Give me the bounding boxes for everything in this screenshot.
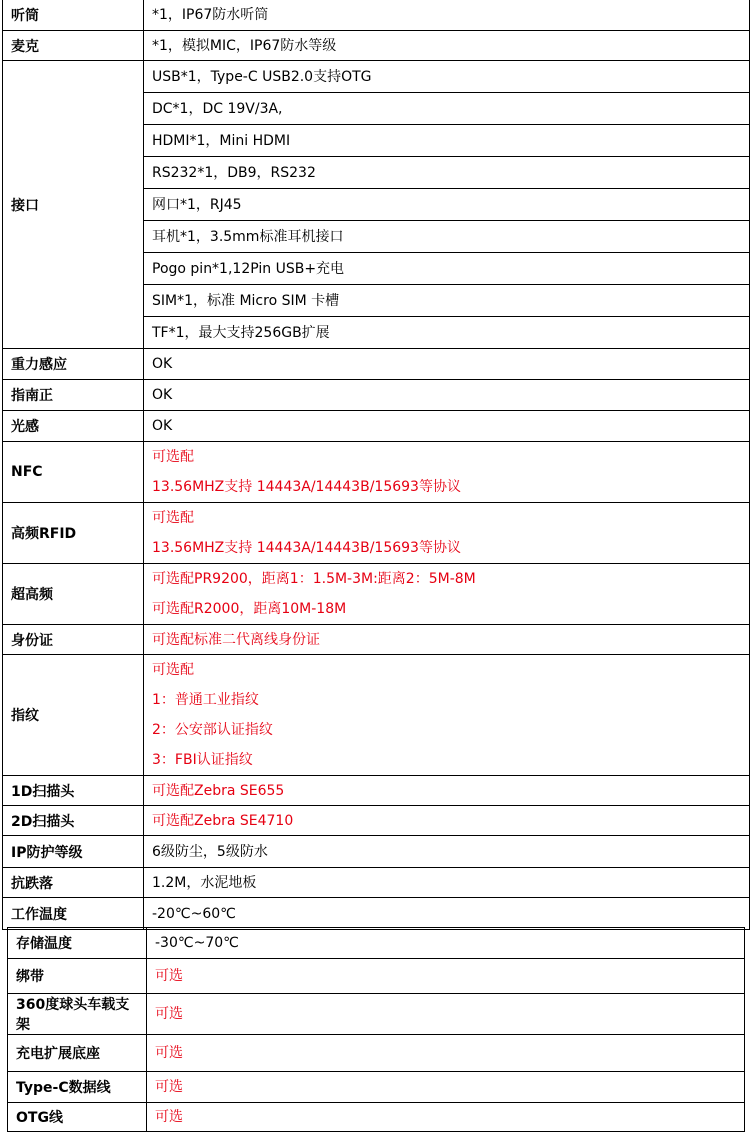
accessory-value: 可选 (147, 1035, 745, 1072)
spec-value-line: 6级防尘，5级防水 (152, 843, 268, 860)
spec-value-line: 3：FBI认证指纹 (152, 752, 253, 768)
spec-value-line: 网口*1，RJ45 (144, 189, 749, 221)
spec-value-line: 可选配Zebra SE655 (152, 782, 285, 799)
spec-label: 高频RFID (3, 503, 144, 564)
table-row (3, 776, 750, 806)
accessory-table (7, 927, 745, 1132)
spec-value-line: 1.2M，水泥地板 (152, 874, 257, 891)
spec-label: IP防护等级 (3, 836, 144, 868)
table-row (3, 868, 750, 898)
table-row (3, 564, 750, 625)
spec-value-line: OK (152, 387, 173, 403)
spec-label: 重力感应 (3, 349, 144, 380)
accessory-value: 可选 (147, 1072, 745, 1103)
spec-value-line: 1：普通工业指纹 (152, 692, 259, 708)
accessory-value: 可选 (147, 1103, 745, 1132)
accessory-label: Type-C数据线 (8, 1072, 147, 1103)
table-row (3, 898, 750, 930)
spec-value-line: USB*1，Type-C USB2.0支持OTG (144, 61, 749, 93)
spec-value-line: DC*1，DC 19V/3A, (144, 93, 749, 125)
spec-label: 超高频 (3, 564, 144, 625)
spec-label: 2D扫描头 (3, 806, 144, 836)
spec-value-line: OK (152, 418, 173, 434)
spec-label: 指纹 (3, 655, 144, 776)
spec-value (144, 349, 750, 380)
spec-value (144, 868, 750, 898)
spec-value (144, 380, 750, 411)
spec-value (144, 31, 750, 61)
table-row (8, 1072, 745, 1103)
spec-value-line: SIM*1，标准 Micro SIM 卡槽 (144, 285, 749, 317)
spec-value-line: 13.56MHZ支持 14443A/14443B/15693等协议 (152, 479, 461, 495)
spec-value-line: 可选配 (152, 662, 194, 678)
spec-value-line: Pogo pin*1,12Pin USB+充电 (144, 253, 749, 285)
spec-table (2, 0, 750, 930)
spec-value-line: 可选配 (152, 510, 194, 526)
spec-label: 指南正 (3, 380, 144, 411)
spec-value (144, 625, 750, 655)
accessory-label: 360度球头车载支架 (8, 994, 147, 1035)
spec-label: 身份证 (3, 625, 144, 655)
spec-value (144, 806, 750, 836)
spec-value (144, 61, 750, 349)
spec-label: 接口 (3, 61, 144, 349)
spec-label: 麦克 (3, 31, 144, 61)
table-row (3, 442, 750, 503)
spec-label: 工作温度 (3, 898, 144, 930)
table-row (3, 806, 750, 836)
spec-value-line: 耳机*1，3.5mm标准耳机接口 (144, 221, 749, 253)
table-row (3, 31, 750, 61)
accessory-label: 存储温度 (8, 928, 147, 959)
accessory-label: OTG线 (8, 1103, 147, 1132)
spec-label: NFC (3, 442, 144, 503)
spec-value-line: TF*1，最大支持256GB扩展 (152, 324, 330, 341)
table-row (8, 959, 745, 994)
spec-value-line: *1，IP67防水听筒 (152, 6, 269, 23)
spec-label: 光感 (3, 411, 144, 442)
spec-value-line: *1，模拟MIC，IP67防水等级 (152, 37, 337, 54)
table-row (3, 411, 750, 442)
table-row (3, 349, 750, 380)
table-row (8, 994, 745, 1035)
spec-value-line: -20℃~60℃ (152, 905, 236, 922)
spec-label: 1D扫描头 (3, 776, 144, 806)
accessory-value: -30℃~70℃ (147, 928, 745, 959)
table-row (3, 0, 750, 31)
table-row (3, 503, 750, 564)
table-row (3, 61, 750, 349)
spec-value (144, 0, 750, 31)
table-row (8, 1103, 745, 1132)
spec-value (144, 564, 750, 625)
spec-value-line: 可选配Zebra SE4710 (152, 812, 294, 829)
table-row (3, 625, 750, 655)
spec-value (144, 503, 750, 564)
accessory-label: 绑带 (8, 959, 147, 994)
table-row (8, 1035, 745, 1072)
accessory-value: 可选 (147, 994, 745, 1035)
spec-value-line: OK (152, 356, 173, 372)
spec-value (144, 442, 750, 503)
spec-value (144, 776, 750, 806)
spec-value-line: 13.56MHZ支持 14443A/14443B/15693等协议 (152, 540, 461, 556)
table-row (8, 928, 745, 959)
spec-value-line: HDMI*1，Mini HDMI (144, 125, 749, 157)
spec-label: 抗跌落 (3, 868, 144, 898)
spec-value-line: 可选配标准二代离线身份证 (152, 631, 320, 648)
spec-value (144, 836, 750, 868)
table-row (3, 655, 750, 776)
table-row (3, 380, 750, 411)
spec-value-line: 可选配 (152, 449, 194, 465)
spec-value (144, 898, 750, 930)
spec-value-line: 2：公安部认证指纹 (152, 722, 273, 738)
spec-value-line: RS232*1，DB9，RS232 (144, 157, 749, 189)
accessory-label: 充电扩展底座 (8, 1035, 147, 1072)
spec-label: 听筒 (3, 0, 144, 31)
spec-value-line: 可选配R2000，距离10M-18M (152, 601, 347, 617)
table-row (3, 836, 750, 868)
spec-value-line: 可选配PR9200，距离1：1.5M-3M:距离2：5M-8M (152, 571, 476, 587)
accessory-value: 可选 (147, 959, 745, 994)
spec-value (144, 655, 750, 776)
spec-value (144, 411, 750, 442)
